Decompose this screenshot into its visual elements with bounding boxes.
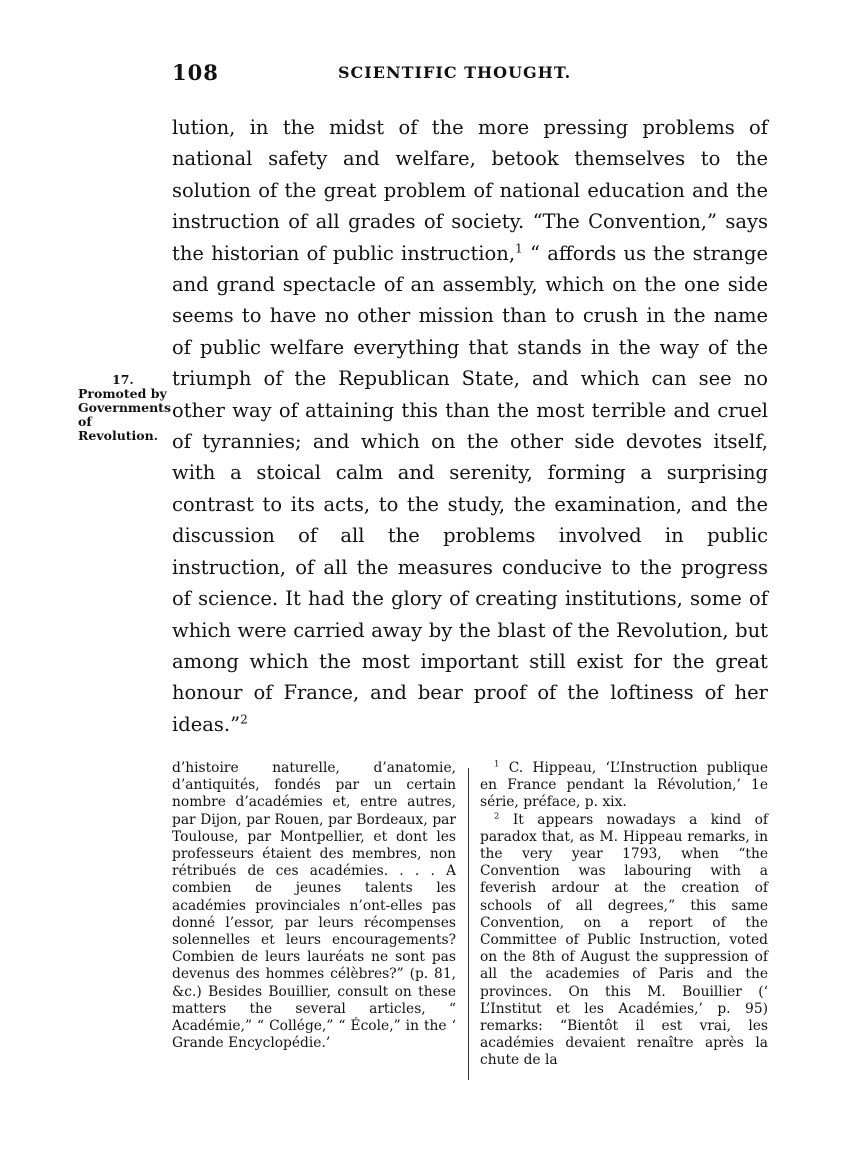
body-text [172,112,768,740]
footnote-ref-2: 2 [240,712,248,727]
footnote-1-text: C. Hippeau, ‘L’Instruction publique en France pendant la Révolution,’ 1e série, préface, p. xix. [480,760,768,811]
footnote-divider [468,768,469,1080]
body-text-part-2: “ affords us the strange and grand spectacle of an assembly, which on the one side seems to have no other mission than to crush in the name of public welfare everything that stands in the way of the triumph of the Republican State, and which can see no other way of attaining this than the most terrible and cruel of tyrannies; and which on the other side devotes itself, with a stoical calm and serenity, forming a surprising contrast to its acts, to the study, the examination, and the discussion of all the problems involved in public instruction, of all the measures conducive to the progress of science. It had the glory of creating institutions, some of which were carried away by the blast of the Revolution, but among which the most important still exist for the great honour of France, and bear proof of the loftiness of her ideas.” [172,241,768,736]
footnote-1 [480,760,768,812]
footnote-1-marker: 1 [494,759,500,770]
footnote-right-column [480,760,768,1070]
margin-note-number: 17. [112,372,134,387]
body-paragraph [172,112,768,740]
footnote-2 [480,812,768,1070]
page-header [172,60,768,88]
footnote-2-text: It appears nowadays a kind of paradox that, as M. Hippeau remarks, in the very year 1793, when “the Convention was labouring with a feverish ardour at the creation of schools of all degrees,” this same Convention, on a report of the Committee of Public Instruction, voted on the 8th of August the suppression of all the academies of Paris and the provinces. On this M. Bouillier (‘ L’Institut et les Académies,’ p. 95) remarks: “Bientôt il est vrai, les académies devaient renaître après la chute de la [480,811,768,1069]
page-number: 108 [172,60,219,85]
footnote-ref-1: 1 [515,241,523,256]
footnote-2-marker: 2 [494,811,500,822]
footnote-left-column [172,760,456,1052]
footnote-continuation: d’histoire naturelle, d’anatomie, d’antiquités, fondés par un certain nombre d’académies et, entre autres, par Dijon, par Rouen, par Bordeaux, par Toulouse, par Montpellier, et dont les professeurs étaient des membres, non rétribués de ces académies. . . . A combien de jeunes talents les académies provinciales n’ont-elles pas donné l’essor, par leurs récompenses solennelles et leurs encouragements? Combien de leurs lauréats ne sont pas devenus des hommes célèbres?” (p. 81, &c.) Besides Bouillier, consult on these matters the several articles, “ Académie,” “ Collége,” “ École,” in the ‘ Grande Encyclopédie.’ [172,760,456,1052]
body-text-part-1: lution, in the midst of the more pressing problems of national safety and welfare, betook themselves to the solution of the great problem of national education and the instruction of all grades of society. “The Convention,” says the historian of public instruction, [172,116,768,265]
margin-note-text: Promoted by Governments of Revolution. [78,386,171,443]
running-title: SCIENTIFIC THOUGHT. [338,63,572,82]
margin-note [78,373,170,443]
footnotes [172,760,768,1090]
